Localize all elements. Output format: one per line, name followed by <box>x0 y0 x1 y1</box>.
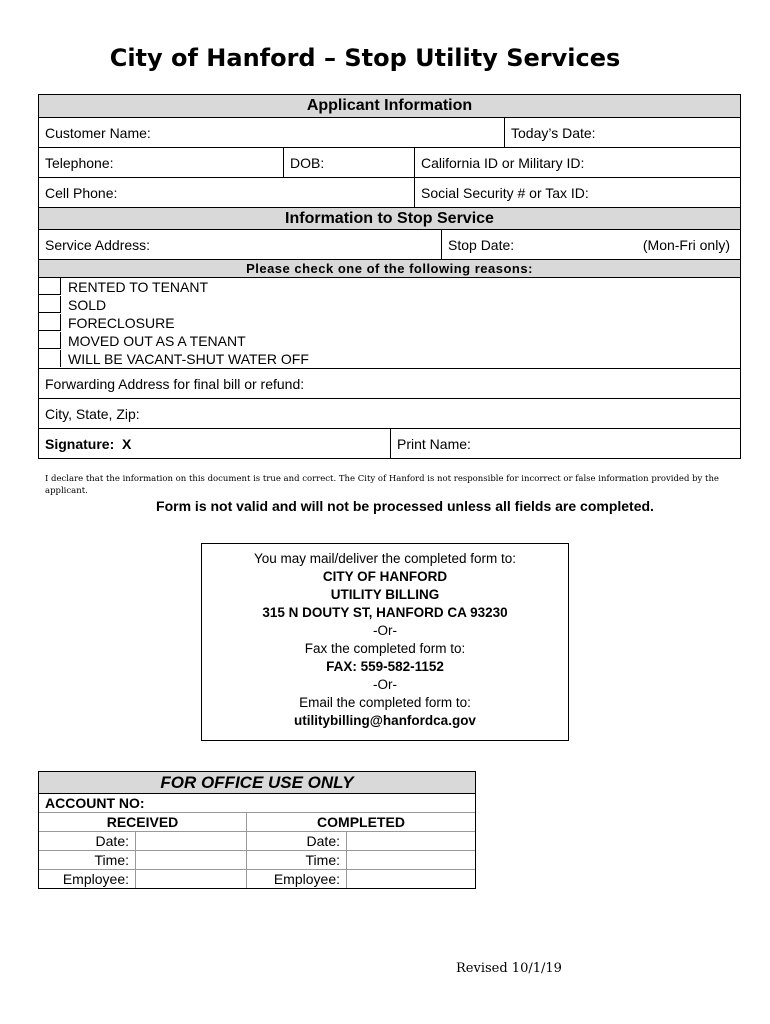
completed-time-field[interactable] <box>346 851 475 869</box>
row-customer <box>39 117 740 147</box>
received-employee-field[interactable] <box>135 870 246 888</box>
telephone-label: Telephone: <box>45 154 114 171</box>
office-time-row <box>39 850 475 869</box>
email-address[interactable]: utilitybilling@hanfordca.gov <box>294 713 476 728</box>
customer-name-field[interactable] <box>39 118 504 147</box>
checkbox-foreclosure[interactable] <box>39 314 61 331</box>
row-signature <box>39 428 740 458</box>
office-date-row <box>39 831 475 850</box>
completed-header: COMPLETED <box>246 813 475 831</box>
ca-id-label: California ID or Military ID: <box>421 154 585 171</box>
email-intro: Email the completed form to: <box>299 695 471 710</box>
todays-date-label: Today’s Date: <box>511 124 596 141</box>
customer-name-label: Customer Name: <box>45 124 151 141</box>
city-state-zip-field[interactable] <box>39 399 740 428</box>
fax-intro: Fax the completed form to: <box>304 641 466 656</box>
applicant-info-header: Applicant Information <box>39 95 740 117</box>
reasons-header: Please check one of the following reasons: <box>39 259 740 277</box>
reasons-list: RENTED TO TENANT SOLD FORECLOSURE MOVED OUT AS A TENANT WILL BE VACANT-SHUT WATER OFF <box>39 277 740 368</box>
mail-intro: You may mail/deliver the completed form to: <box>253 551 517 566</box>
office-use-header: FOR OFFICE USE ONLY <box>39 772 475 793</box>
received-header: RECEIVED <box>106 814 179 830</box>
received-date-field[interactable] <box>135 832 246 850</box>
account-row <box>39 793 475 812</box>
stop-service-header: Information to Stop Service <box>39 207 740 229</box>
print-name-field[interactable] <box>390 429 740 458</box>
main-form <box>38 94 741 459</box>
service-address-label: Service Address: <box>45 236 151 253</box>
ca-id-field[interactable] <box>414 148 740 177</box>
received-time-field[interactable] <box>135 851 246 869</box>
fax-number: FAX: 559-582-1152 <box>326 659 444 674</box>
row-cell-phone <box>39 177 740 207</box>
stop-date-note: (Mon-Fri only) <box>642 236 730 253</box>
mail-or-2: -Or- <box>373 677 397 692</box>
service-address-field[interactable] <box>39 230 441 259</box>
mail-org: CITY OF HANFORD <box>322 569 448 584</box>
signature-field[interactable] <box>39 429 390 458</box>
account-label: ACCOUNT NO: <box>45 795 145 811</box>
revision-date: Revised 10/1/19 <box>456 961 562 976</box>
cell-phone-label: Cell Phone: <box>45 184 118 201</box>
city-state-zip-label: City, State, Zip: <box>45 405 140 422</box>
telephone-field[interactable] <box>39 148 283 177</box>
completed-date-label: Date: <box>246 832 346 850</box>
dob-label: DOB: <box>290 154 325 171</box>
received-date-label: Date: <box>95 833 129 849</box>
form-title: City of Hanford – Stop Utility Services <box>109 44 621 72</box>
declaration-text: I declare that the information on this document is true and correct. The City of Hanford is not responsible for incorrect or false information provided by the applicant. <box>45 474 719 496</box>
row-service-address <box>39 229 740 259</box>
office-employee-row <box>39 869 475 888</box>
ssn-label: Social Security # or Tax ID: <box>421 184 589 201</box>
mail-address: 315 N DOUTY ST, HANFORD CA 93230 <box>262 605 508 620</box>
todays-date-field[interactable] <box>504 118 740 147</box>
mail-dept: UTILITY BILLING <box>330 587 440 602</box>
validity-notice: Form is not valid and will not be processed unless all fields are completed. <box>156 498 654 514</box>
cell-phone-field[interactable] <box>39 178 414 207</box>
completed-time-label: Time: <box>246 851 346 869</box>
row-forwarding <box>39 368 740 398</box>
checkbox-moved-out[interactable] <box>39 332 61 349</box>
checkbox-rented[interactable] <box>39 278 61 295</box>
checkbox-sold[interactable] <box>39 296 61 313</box>
forwarding-address-field[interactable] <box>39 369 740 398</box>
forwarding-label: Forwarding Address for final bill or refund: <box>45 375 305 392</box>
completed-employee-label: Employee: <box>246 870 346 888</box>
dob-field[interactable] <box>283 148 414 177</box>
signature-label: Signature: X <box>45 435 132 452</box>
completed-employee-field[interactable] <box>346 870 475 888</box>
office-col-headers <box>39 812 475 831</box>
mail-instructions-box <box>201 543 569 741</box>
received-time-label: Time: <box>94 852 129 868</box>
print-name-label: Print Name: <box>397 435 471 452</box>
office-use-table <box>38 771 476 889</box>
row-city-state-zip <box>39 398 740 428</box>
completed-date-field[interactable] <box>346 832 475 850</box>
stop-date-label: Stop Date: <box>448 236 515 253</box>
mail-or-1: -Or- <box>373 623 397 638</box>
received-employee-label: Employee: <box>62 871 129 887</box>
row-telephone <box>39 147 740 177</box>
ssn-field[interactable] <box>414 178 740 207</box>
stop-date-field[interactable] <box>441 230 740 259</box>
checkbox-vacant[interactable] <box>39 350 61 367</box>
